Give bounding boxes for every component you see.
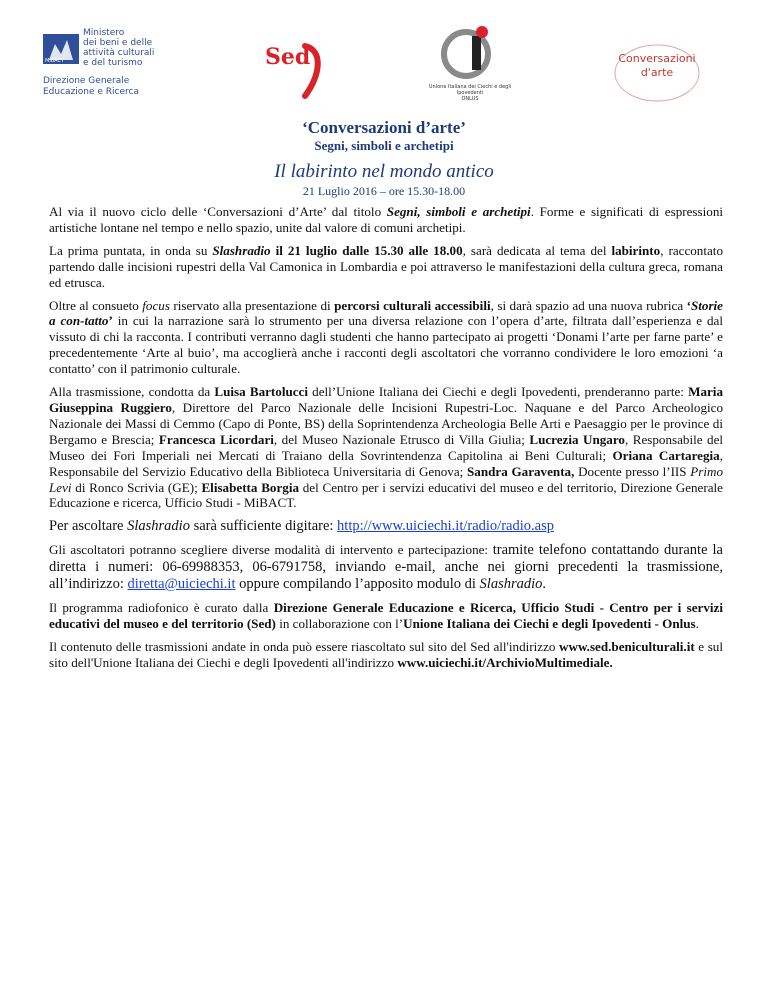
text-run: Oltre al consueto [49, 297, 143, 313]
svg-text:MiBACT: MiBACT [45, 58, 65, 64]
conversazioni-text: Conversazioni d'arte [618, 52, 696, 79]
text-run: Elisabetta Borgia [201, 479, 300, 495]
text-run: , Responsabile del Museo dei Fori Imperiali nei Mercati di Traiano della Sovrintendenza Capitolina ai Beni Culturali; [49, 431, 724, 463]
text-run: Slashradio [479, 576, 543, 593]
text-run: , Responsabile del Servizio Educativo della Biblioteca Universitaria di Genova; [49, 447, 723, 479]
text-run: , del Museo Nazionale Etrusco di Villa Giulia; [273, 431, 530, 447]
text-run: del Centro per i servizi educativi del museo e del territorio, Direzione Generale Educazione e ricerca, Ufficio Studi - MiBACT. [49, 479, 723, 511]
mibact-logo [43, 28, 163, 100]
text-run: Segni, simboli e archetipi [386, 204, 531, 219]
mibact-direction-text: Direzione Generale Educazione e Ricerca [43, 76, 140, 97]
text-run: Primo Levi [49, 463, 724, 495]
paragraph-focus [49, 298, 723, 378]
paragraph-listen [49, 518, 723, 535]
uici-caption: Unione Italiana dei Ciechi e degli Ipovedenti ONLUS [428, 84, 512, 102]
sed-logo [265, 40, 325, 100]
text-run: dell’Unione Italiana dei Ciechi e degli Ipovedenti, prenderanno parte: [308, 384, 689, 400]
text-run: Francesca Licordari [158, 431, 274, 447]
link[interactable]: http://www.uiciechi.it/radio/radio.asp [337, 518, 554, 535]
page-title: ‘Conversazioni d’arte’ [302, 118, 466, 137]
text-run: , raccontato partendo dalle incisioni rupestri della Val Camonica in Lombardia e poi attraverso le manifestazioni della cultura greca, romana ed etrusca. [49, 242, 723, 290]
text-run: . [695, 615, 699, 631]
text-run: riservato alla presentazione di [169, 297, 335, 313]
text-run: in cui la narrazione sarà lo strumento per una diversa relazione con l’opera d’arte, filtrata dall’esperienza e dal vissuto di chi la racconta. I contributi verranno dagli studenti che hanno partecipato ai progetti ‘Donami l’arte per farne parte’ e precedentemente ‘Arte al buio’, ma accoglierà anche i racconti degli ascoltatori che vorranno condividere le loro emozioni ‘a contatto’ con il patrimonio culturale. [49, 313, 723, 377]
text-run: www.uiciechi.it/ArchivioMultimediale. [397, 654, 613, 670]
text-run: Slashradio [212, 242, 271, 258]
paragraph-first-episode [49, 243, 723, 291]
mibact-badge-icon [43, 34, 79, 64]
logos-header [0, 0, 768, 110]
document-body [49, 204, 723, 678]
text-run: Lucrezia Ungaro [529, 431, 625, 447]
text-run: . Forme e significati di espressioni artistiche lontane nel tempo e nello spazio, unite dal valore di comuni archetipi. [49, 204, 723, 235]
uici-logo [420, 20, 520, 100]
text-run: ‘ [686, 297, 691, 313]
text-run: , Direttore del Parco Nazionale delle Incisioni Rupestri-Loc. Naquane e del Parco Archeologico Nazionale dei Massi di Cemmo (Capo di Ponte, BS) della Soprintendenza Archeologia Belle Arti e Paesaggio per le province di Bergamo e Brescia; [49, 399, 723, 447]
text-run: percorsi culturali accessibili [334, 297, 491, 313]
text-run: , sarà dedicata al tema del [462, 242, 612, 258]
text-run: Slashradio [127, 518, 190, 535]
text-run: e sul sito dell'Unione Italiana dei Ciechi e degli Ipovedenti all'indirizzo [49, 638, 723, 670]
text-run: Per ascoltare [49, 518, 128, 535]
link[interactable]: diretta@uiciechi.it [127, 576, 236, 593]
text-run: Direzione Generale Educazione e Ricerca, Ufficio Studi - Centro per i servizi educativi del museo e del territorio (Sed) [49, 600, 723, 631]
paragraph-participants [49, 384, 723, 511]
paragraph-curated [49, 600, 723, 632]
text-run: Il programma radiofonico è curato dalla [49, 600, 274, 616]
text-run: di Ronco Scrivia (GE); [71, 479, 202, 495]
text-run: . [542, 576, 547, 593]
episode-date: 21 Luglio 2016 – ore 15.30-18.00 [302, 184, 466, 198]
text-run: Maria Giuseppina Ruggiero [49, 384, 723, 415]
text-run: Alla trasmissione, condotta da [49, 384, 215, 400]
text-run: Unione Italiana dei Ciechi e degli Ipovedenti - Onlus [403, 615, 696, 631]
text-run: Docente presso l’IIS [574, 463, 691, 479]
text-run: Storie a con-tatto [49, 297, 723, 329]
text-run: Sandra Garaventa, [467, 463, 575, 479]
uici-emblem-icon [420, 20, 520, 84]
episode-title: Il labirinto nel mondo antico [274, 161, 494, 182]
text-run: labirinto [611, 242, 661, 258]
text-run: Al via il nuovo ciclo delle ‘Conversazioni d’Arte’ dal titolo [49, 204, 387, 219]
text-run: sarà sufficiente digitare: [189, 518, 338, 535]
text-run: Luisa Bartolucci [214, 384, 309, 400]
svg-text:Sed: Sed [265, 44, 311, 70]
text-run: il 21 luglio dalle 15.30 alle 18.00 [270, 242, 463, 258]
title-block [0, 118, 768, 198]
text-run: ’ [108, 313, 113, 329]
text-run: Il contenuto delle trasmissioni andate in onda può essere riascoltato sul sito del Sed all'indirizzo [49, 638, 560, 654]
text-run: oppure compilando l’apposito modulo di [235, 576, 480, 593]
text-run: focus [142, 297, 170, 313]
text-run: tramite telefono contattando durante la diretta i numeri: 06-69988353, 06-6791758, inviando e-mail, anche nei giorni precedenti la trasmissione, all’indirizzo: [49, 542, 723, 593]
paragraph-intro [49, 204, 723, 236]
paragraph-archive [49, 639, 723, 671]
text-run: Gli ascoltatori potranno scegliere diverse modalità di intervento e partecipazione: [49, 542, 493, 558]
text-run: La prima puntata, in onda su [49, 242, 213, 258]
conversazioni-logo [612, 42, 702, 104]
text-run: www.sed.beniculturali.it [559, 638, 695, 654]
text-run: in collaborazione con l’ [275, 615, 404, 631]
paragraph-participation [49, 542, 723, 593]
text-run: Oriana Cartaregia [612, 447, 720, 463]
text-run: , si darà spazio ad una nuova rubrica [490, 297, 687, 313]
mibact-ministry-text: Ministero dei beni e delle attività culturali e del turismo [83, 28, 155, 68]
page-subtitle: Segni, simboli e archetipi [314, 138, 454, 153]
